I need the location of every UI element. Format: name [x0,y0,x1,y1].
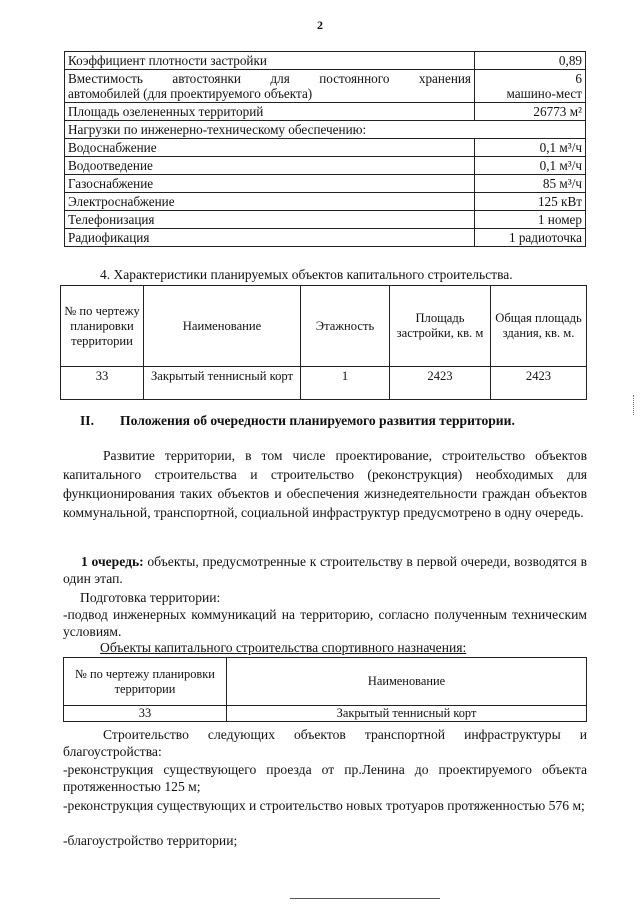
table-row [65,70,586,103]
development-paragraph [63,446,587,522]
param-value: 1 номер [475,211,586,229]
param-label-line: автомобилей (для проектируемого объекта) [68,86,313,101]
table-row [65,139,586,157]
param-value: 85 м³/ч [475,175,586,193]
section-title: Положения об очередности планируемого развития территории. [120,413,515,428]
bullet-item: -реконструкция существующего проезда от пр.Ленина до проектируемого объекта протяженностью 125 м; [63,762,587,794]
bullet-item: -благоустройство территории; [63,833,238,848]
table-header-row [64,658,587,706]
page-number: 2 [317,18,323,32]
column-header: Наименование [227,658,587,706]
param-label: Коэффициент плотности застройки [65,52,475,70]
column-header: Площадь застройки, кв. м [390,286,491,367]
parameters-table [64,51,586,247]
bullet-item: -реконструкция существующих и строительство новых тротуаров протяженностью 576 м; [63,798,585,813]
param-label: Газоснабжение [65,175,475,193]
column-header: Общая площадь здания, кв. м. [491,286,587,367]
table-row [65,52,586,70]
section-number: II. [80,413,94,428]
param-label: Водоотведение [65,157,475,175]
param-value-line: 6 [575,71,582,86]
paragraph-text: Развитие территории, в том числе проектирование, строительство объектов капитального строительства и строительство (реконструкция) необходимых для функционирования таких объектов и обеспечения жизнедеятельности граждан объектов коммунальной, транспортной, социальной инфраструктур предусмотрено в одну очередь. [63,448,587,520]
param-label-line: Вместимость автостоянки для постоянного хранения [68,71,471,86]
table-cell: 1 [301,367,390,400]
table-cell: 33 [61,367,144,400]
column-header: № по чертежу планировки территории [64,658,227,706]
table-row [65,211,586,229]
table-row [65,175,586,193]
param-value: 0,89 [475,52,586,70]
table-cell: Закрытый теннисный корт [144,367,301,400]
column-header: Наименование [144,286,301,367]
table-row [65,229,586,247]
table4-caption: 4. Характеристики планируемых объектов капитального строительства. [100,267,513,282]
param-label [65,70,475,103]
table-row [65,193,586,211]
stage-paragraph [63,553,587,587]
table-cell: 2423 [390,367,491,400]
param-value: 0,1 м³/ч [475,157,586,175]
table-row [65,121,586,139]
param-label: Водоснабжение [65,139,475,157]
transport-intro [63,726,587,760]
sport-objects-caption: Объекты капитального строительства спортивного назначения: [100,640,467,655]
param-value: 1 радиоточка [475,229,586,247]
stage-label: 1 очередь: [81,554,144,569]
param-section-label: Нагрузки по инженерно-техническому обеспечению: [65,121,586,139]
table-cell: 33 [64,706,227,722]
section-heading [80,413,515,429]
footer-rule [290,898,440,899]
param-label: Радиофикация [65,229,475,247]
paragraph-text: Строительство следующих объектов транспортной инфраструктуры и благоустройства: [63,727,587,759]
stage-text: объекты, предусмотренные к строительству в первой очереди, возводятся в один этап. [63,554,587,586]
param-label: Электроснабжение [65,193,475,211]
scan-edge-mark [633,395,635,415]
param-value: 125 кВт [475,193,586,211]
param-label: Площадь озелененных территорий [65,103,475,121]
param-value: 26773 м² [475,103,586,121]
column-header: Этажность [301,286,390,367]
param-value: 0,1 м³/ч [475,139,586,157]
table-cell: 2423 [491,367,587,400]
table-row [61,367,587,400]
bullet-item: -подвод инженерных коммуникаций на территорию, согласно полученным техническим условиям. [63,607,587,639]
param-value-line: машино-мест [506,86,582,101]
param-value [475,70,586,103]
param-label: Телефонизация [65,211,475,229]
objects-table [60,285,587,400]
prep-heading: Подготовка территории: [80,590,221,605]
table-cell: Закрытый теннисный корт [227,706,587,722]
table-row [64,706,587,722]
column-header: № по чертежу планировки территории [61,286,144,367]
table-header-row [61,286,587,367]
table-row [65,103,586,121]
table-row [65,157,586,175]
sport-objects-table [63,657,587,722]
